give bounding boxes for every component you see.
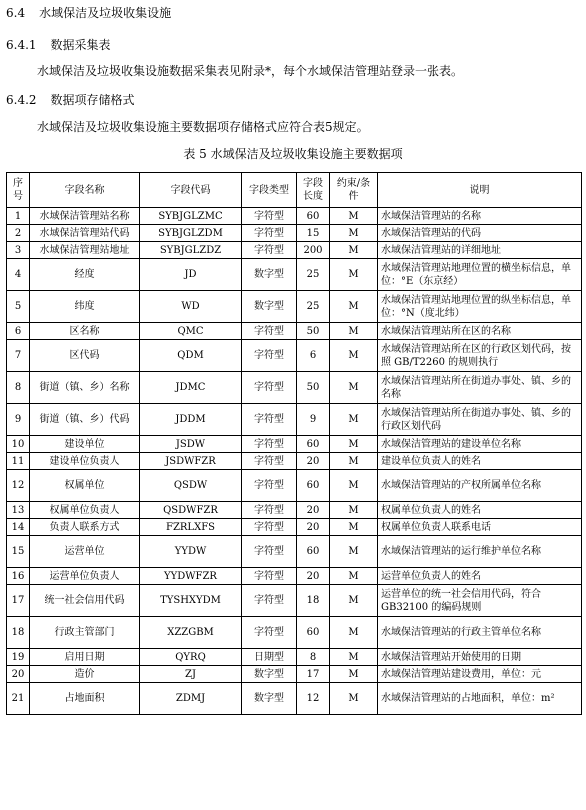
cell-field-length: 20 (297, 519, 330, 536)
cell-field-code: SYBJGLZDM (140, 225, 242, 242)
subsection-title-2: 数据项存储格式 (50, 93, 135, 107)
cell-constraint: M (330, 259, 378, 291)
cell-seq: 5 (7, 291, 30, 323)
cell-field-name: 负责人联系方式 (30, 519, 140, 536)
cell-field-code: QSDWFZR (140, 502, 242, 519)
table-row (7, 323, 582, 340)
table-row (7, 259, 582, 291)
cell-field-length: 8 (297, 649, 330, 666)
table-row (7, 649, 582, 666)
cell-description: 水域保洁管理站地理位置的横坐标信息，单位：°E（东京经） (378, 259, 582, 291)
table-row (7, 585, 582, 617)
cell-field-length: 9 (297, 404, 330, 436)
cell-description: 权属单位负责人的姓名 (378, 502, 582, 519)
cell-field-code: FZRLXFS (140, 519, 242, 536)
cell-field-code: QYRQ (140, 649, 242, 666)
cell-constraint: M (330, 568, 378, 585)
subsection-heading-1 (6, 37, 111, 53)
cell-field-name: 运营单位负责人 (30, 568, 140, 585)
cell-constraint: M (330, 666, 378, 683)
table-row (7, 225, 582, 242)
cell-field-type: 字符型 (242, 470, 297, 502)
cell-field-length: 25 (297, 259, 330, 291)
cell-constraint: M (330, 323, 378, 340)
cell-seq: 7 (7, 340, 30, 372)
table-row (7, 666, 582, 683)
cell-field-type: 字符型 (242, 208, 297, 225)
cell-description: 水域保洁管理站的建设单位名称 (378, 436, 582, 453)
section-title: 水域保洁及垃圾收集设施 (39, 6, 172, 20)
cell-field-name: 纬度 (30, 291, 140, 323)
cell-field-name: 行政主管部门 (30, 617, 140, 649)
table-row (7, 291, 582, 323)
table-row (7, 536, 582, 568)
cell-field-type: 字符型 (242, 436, 297, 453)
cell-field-name: 权属单位 (30, 470, 140, 502)
subsection-number-1: 6.4.1 (6, 38, 37, 52)
cell-seq: 6 (7, 323, 30, 340)
cell-description: 水域保洁管理站所在区的名称 (378, 323, 582, 340)
cell-field-name: 水域保洁管理站名称 (30, 208, 140, 225)
cell-seq: 12 (7, 470, 30, 502)
table-body (7, 208, 582, 715)
cell-field-type: 数字型 (242, 259, 297, 291)
header-description: 说明 (378, 173, 582, 208)
table-row (7, 470, 582, 502)
cell-field-length: 60 (297, 536, 330, 568)
cell-field-code: ZDMJ (140, 683, 242, 715)
cell-seq: 21 (7, 683, 30, 715)
cell-field-type: 数字型 (242, 291, 297, 323)
header-seq: 序号 (7, 173, 30, 208)
cell-field-code: SYBJGLZDZ (140, 242, 242, 259)
cell-seq: 16 (7, 568, 30, 585)
cell-seq: 20 (7, 666, 30, 683)
cell-field-name: 区名称 (30, 323, 140, 340)
table-row (7, 683, 582, 715)
cell-field-type: 数字型 (242, 683, 297, 715)
cell-field-name: 建设单位 (30, 436, 140, 453)
cell-field-code: QSDW (140, 470, 242, 502)
cell-seq: 17 (7, 585, 30, 617)
cell-field-type: 字符型 (242, 617, 297, 649)
paragraph-2: 水域保洁及垃圾收集设施主要数据项存储格式应符合表5规定。 (37, 120, 369, 134)
cell-description: 运营单位的统一社会信用代码，符合 GB32100 的编码规则 (378, 585, 582, 617)
table-row (7, 502, 582, 519)
cell-constraint: M (330, 502, 378, 519)
cell-field-type: 字符型 (242, 536, 297, 568)
cell-description: 水域保洁管理站建设费用，单位：元 (378, 666, 582, 683)
cell-seq: 9 (7, 404, 30, 436)
cell-constraint: M (330, 683, 378, 715)
cell-field-name: 街道（镇、乡）名称 (30, 372, 140, 404)
data-items-table (6, 172, 582, 715)
cell-field-code: YYDW (140, 536, 242, 568)
cell-field-type: 字符型 (242, 568, 297, 585)
cell-constraint: M (330, 340, 378, 372)
cell-seq: 1 (7, 208, 30, 225)
cell-field-type: 字符型 (242, 453, 297, 470)
cell-constraint: M (330, 225, 378, 242)
cell-constraint: M (330, 208, 378, 225)
header-field-type: 字段类型 (242, 173, 297, 208)
cell-seq: 4 (7, 259, 30, 291)
cell-field-name: 水域保洁管理站地址 (30, 242, 140, 259)
cell-field-code: YYDWFZR (140, 568, 242, 585)
cell-constraint: M (330, 372, 378, 404)
cell-field-type: 字符型 (242, 242, 297, 259)
table-row (7, 519, 582, 536)
cell-field-length: 17 (297, 666, 330, 683)
table-row (7, 568, 582, 585)
cell-field-length: 25 (297, 291, 330, 323)
cell-field-length: 15 (297, 225, 330, 242)
cell-field-type: 字符型 (242, 372, 297, 404)
header-field-name: 字段名称 (30, 173, 140, 208)
cell-field-code: ZJ (140, 666, 242, 683)
cell-description: 水域保洁管理站所在街道办事处、镇、乡的行政区划代码 (378, 404, 582, 436)
cell-constraint: M (330, 536, 378, 568)
cell-description: 水域保洁管理站的名称 (378, 208, 582, 225)
header-field-code: 字段代码 (140, 173, 242, 208)
cell-description: 水域保洁管理站开始使用的日期 (378, 649, 582, 666)
cell-field-code: JDDM (140, 404, 242, 436)
cell-field-name: 启用日期 (30, 649, 140, 666)
cell-field-code: SYBJGLZMC (140, 208, 242, 225)
cell-field-length: 20 (297, 568, 330, 585)
cell-description: 水域保洁管理站的产权所属单位名称 (378, 470, 582, 502)
cell-field-name: 占地面积 (30, 683, 140, 715)
cell-description: 水域保洁管理站所在区的行政区划代码，按照 GB/T2260 的规则执行 (378, 340, 582, 372)
cell-field-length: 50 (297, 323, 330, 340)
cell-description: 权属单位负责人联系电话 (378, 519, 582, 536)
cell-field-length: 18 (297, 585, 330, 617)
cell-description: 水域保洁管理站的代码 (378, 225, 582, 242)
cell-description: 水域保洁管理站的占地面积，单位：m² (378, 683, 582, 715)
cell-seq: 2 (7, 225, 30, 242)
cell-seq: 3 (7, 242, 30, 259)
table-header-row (7, 173, 582, 208)
cell-seq: 18 (7, 617, 30, 649)
cell-field-type: 字符型 (242, 519, 297, 536)
cell-field-type: 字符型 (242, 502, 297, 519)
cell-constraint: M (330, 649, 378, 666)
cell-field-length: 200 (297, 242, 330, 259)
cell-field-type: 数字型 (242, 666, 297, 683)
cell-field-name: 权属单位负责人 (30, 502, 140, 519)
cell-seq: 14 (7, 519, 30, 536)
cell-field-name: 造价 (30, 666, 140, 683)
table-row (7, 340, 582, 372)
cell-description: 运营单位负责人的姓名 (378, 568, 582, 585)
subsection-title-1: 数据采集表 (50, 38, 111, 52)
cell-seq: 19 (7, 649, 30, 666)
cell-field-length: 12 (297, 683, 330, 715)
cell-field-code: QDM (140, 340, 242, 372)
cell-field-length: 60 (297, 436, 330, 453)
cell-field-code: XZZGBM (140, 617, 242, 649)
cell-field-length: 50 (297, 372, 330, 404)
cell-description: 水域保洁管理站地理位置的纵坐标信息，单位：°N（度北纬） (378, 291, 582, 323)
cell-constraint: M (330, 436, 378, 453)
cell-description: 水域保洁管理站的行政主管单位名称 (378, 617, 582, 649)
cell-description: 建设单位负责人的姓名 (378, 453, 582, 470)
cell-seq: 13 (7, 502, 30, 519)
table-row (7, 404, 582, 436)
cell-constraint: M (330, 470, 378, 502)
cell-constraint: M (330, 242, 378, 259)
cell-field-name: 建设单位负责人 (30, 453, 140, 470)
table-row (7, 453, 582, 470)
cell-description: 水域保洁管理站的运行维护单位名称 (378, 536, 582, 568)
cell-field-name: 运营单位 (30, 536, 140, 568)
cell-seq: 11 (7, 453, 30, 470)
cell-field-code: WD (140, 291, 242, 323)
cell-description: 水域保洁管理站所在街道办事处、镇、乡的名称 (378, 372, 582, 404)
cell-field-length: 60 (297, 208, 330, 225)
table-row (7, 372, 582, 404)
cell-seq: 15 (7, 536, 30, 568)
header-constraint: 约束/条件 (330, 173, 378, 208)
cell-constraint: M (330, 453, 378, 470)
cell-field-code: JSDW (140, 436, 242, 453)
cell-seq: 8 (7, 372, 30, 404)
cell-field-code: JD (140, 259, 242, 291)
cell-field-length: 20 (297, 453, 330, 470)
table-row (7, 242, 582, 259)
table-row (7, 208, 582, 225)
paragraph-1: 水域保洁及垃圾收集设施数据采集表见附录*，每个水域保洁管理站登录一张表。 (37, 64, 464, 78)
cell-field-length: 60 (297, 470, 330, 502)
cell-seq: 10 (7, 436, 30, 453)
subsection-heading-2 (6, 92, 135, 108)
cell-constraint: M (330, 585, 378, 617)
section-number: 6.4 (6, 6, 26, 20)
cell-constraint: M (330, 617, 378, 649)
cell-field-name: 经度 (30, 259, 140, 291)
table-row (7, 436, 582, 453)
cell-constraint: M (330, 519, 378, 536)
cell-field-type: 字符型 (242, 404, 297, 436)
cell-field-type: 日期型 (242, 649, 297, 666)
cell-field-type: 字符型 (242, 340, 297, 372)
cell-field-code: TYSHXYDM (140, 585, 242, 617)
table-caption: 表 5 水域保洁及垃圾收集设施主要数据项 (183, 147, 403, 161)
cell-field-length: 6 (297, 340, 330, 372)
cell-description: 水域保洁管理站的详细地址 (378, 242, 582, 259)
cell-field-code: JDMC (140, 372, 242, 404)
cell-field-code: JSDWFZR (140, 453, 242, 470)
cell-field-type: 字符型 (242, 225, 297, 242)
cell-field-length: 20 (297, 502, 330, 519)
cell-field-type: 字符型 (242, 585, 297, 617)
section-heading (6, 5, 171, 21)
cell-field-name: 街道（镇、乡）代码 (30, 404, 140, 436)
header-field-length: 字段长度 (297, 173, 330, 208)
cell-constraint: M (330, 291, 378, 323)
table-row (7, 617, 582, 649)
cell-field-length: 60 (297, 617, 330, 649)
cell-field-name: 统一社会信用代码 (30, 585, 140, 617)
cell-constraint: M (330, 404, 378, 436)
cell-field-type: 字符型 (242, 323, 297, 340)
cell-field-code: QMC (140, 323, 242, 340)
subsection-number-2: 6.4.2 (6, 93, 37, 107)
cell-field-name: 区代码 (30, 340, 140, 372)
cell-field-name: 水域保洁管理站代码 (30, 225, 140, 242)
